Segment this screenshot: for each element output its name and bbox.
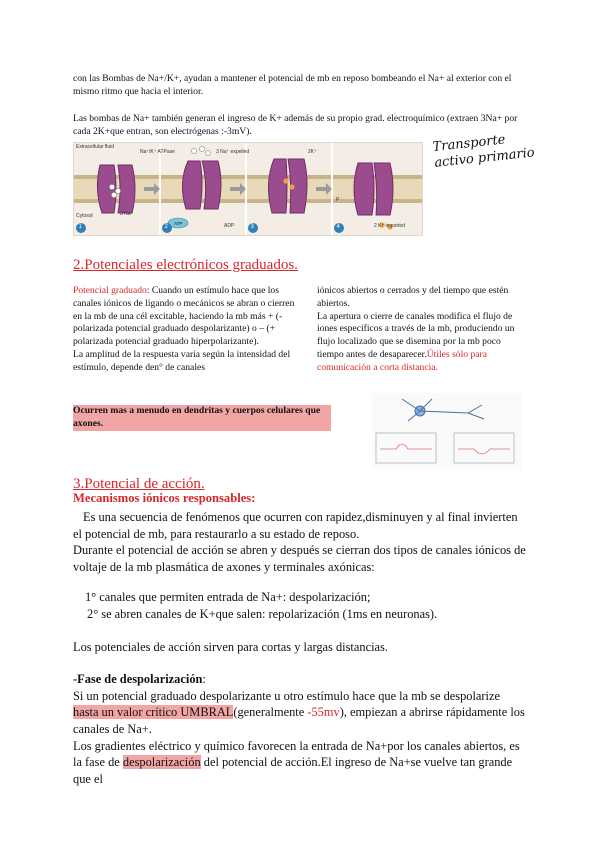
- action-potential-definition: Es una secuencia de fenómenos que ocurren con rapidez,disminuyen y al final invierten el potencial de mb, para restaurarlo a su estado de reposo.: [73, 510, 518, 541]
- depolarization-phase-heading: [73, 671, 528, 688]
- label-extracellular: Extracellular fluid: [76, 144, 115, 150]
- threshold-value: -55mv: [307, 705, 340, 720]
- threshold-text-c: ), empiezan a abrirse rápidamente los canales de Na+.: [73, 705, 525, 736]
- intro-paragraph-2: Las bombas de Na+ también generan el ingreso de K+ además de su propio grad. electroquímico (extraen 3Na+ por cada 2K+que entran, son electrógenas :-3mV).: [73, 113, 518, 137]
- gradients-text-b: del potencial de acción.El ingreso de Na+se vuelve tan grande que el: [73, 755, 513, 786]
- intro-paragraph-1: con las Bombas de Na+/K+, ayudan a mantener el potencial de mb en reposo bombeando el Na+ al exterior con el mismo ritmo que hacia el interior.: [73, 73, 512, 97]
- threshold-text-a: Si un potencial graduado despolarizante u otro estímulo hace que la mb se despolarize: [73, 688, 500, 703]
- channels-paragraph: Durante el potencial de acción se abren y después se cierran dos tipos de canales iónicos de voltaje de la mb plasmática de axones y terminales axónicas:: [73, 543, 526, 574]
- ion-flow-text: La apertura o cierre de canales modifica el flujo de iones específicos a través de la mb, produciendo un flujo localizado que se disemina por la mb poco tiempo antes de desaparecer.: [317, 310, 515, 360]
- label-cytosol: Cytosol: [76, 213, 93, 219]
- phase-heading-colon: :: [202, 672, 206, 687]
- sodium-potassium-pump-figure: [73, 142, 423, 236]
- amplitude-paragraph: La amplitud de la respuesta varía según la intensidad del estímulo, depende den° de canales: [73, 348, 291, 373]
- distances-paragraph: Los potenciales de acción sirven para cortas y largas distancias.: [73, 639, 388, 654]
- label-2k: 2K⁺: [308, 149, 317, 155]
- channels-open-paragraph: iónicos abiertos o cerrados y del tiempo que estén abiertos.: [317, 285, 509, 309]
- step-3-label: 3: [250, 224, 254, 230]
- dendrites-note: Ocurren mas a menudo en dendritas y cuerpos celulares que axones.: [73, 405, 331, 431]
- step-4-label: 4: [336, 224, 340, 230]
- neuron-diagram: [372, 393, 522, 469]
- label-3na-expelled: 3 Na⁺ expelled: [216, 149, 250, 155]
- threshold-highlight: hasta un valor crítico UMBRAL: [73, 705, 234, 720]
- section-3-body: [73, 509, 528, 787]
- gradients-text-a: Los gradientes eléctrico y químico favorecen la entrada de Na+por los canales abiertos, es la fase de: [73, 738, 520, 770]
- list-item-sodium: 1° canales que permiten entrada de Na+: despolarización;: [85, 590, 371, 605]
- depolarization-highlight: despolarización: [122, 755, 201, 770]
- threshold-paragraph: [73, 688, 528, 738]
- label-3na-in: 3 Na⁺: [120, 211, 134, 217]
- gradients-paragraph: [73, 738, 528, 788]
- graded-potential-term: Potencial graduado: [73, 285, 147, 296]
- graded-potential-paragraph: [73, 285, 301, 349]
- ion-flow-paragraph: [317, 311, 527, 375]
- label-2k-imported: 2 K⁺ imported: [374, 223, 405, 229]
- step-markers: [76, 223, 344, 233]
- section-3-heading: 3.Potencial de acción.: [73, 476, 205, 492]
- label-pump: Na⁺/K⁺ ATPase: [140, 149, 175, 155]
- handwritten-note-text: Transporte activo primario: [432, 132, 536, 171]
- step-2-label: 2: [164, 224, 168, 230]
- ionic-mechanisms-subheading: Mecanismos iónicos responsables:: [73, 491, 256, 505]
- label-adp: ADP: [224, 223, 235, 229]
- graded-potential-definition: : Cuando un estímulo hace que los canales iónicos de ligando o mecánicos se abran o cierren en la mb de una cél excitable, haciendo la mb más + (- polarizada potencial graduado despolarizante) o – (+ polarizada potencial graduado hiperpolarizante).: [73, 285, 295, 348]
- handwritten-note: [432, 132, 536, 196]
- step-1-label: 1: [78, 224, 82, 230]
- label-atp: ATP: [174, 221, 183, 226]
- label-p: P: [336, 197, 340, 203]
- phase-heading-text: -Fase de despolarización: [73, 672, 203, 687]
- section-2-right-column: [317, 285, 527, 375]
- pump-diagram: [74, 143, 422, 235]
- neuron-graded-potential-figure: [372, 393, 522, 469]
- section-2-left-column: [73, 285, 301, 375]
- short-distance-note: Útiles sólo para comunicación a corta distancia.: [317, 348, 487, 373]
- list-item-potassium: 2° se abren canales de K+que salen: repolarización (1ms en neuronas).: [87, 606, 438, 621]
- threshold-text-b: (generalmente: [233, 705, 308, 720]
- section-2-heading: 2.Potenciales electrónicos graduados.: [73, 257, 298, 273]
